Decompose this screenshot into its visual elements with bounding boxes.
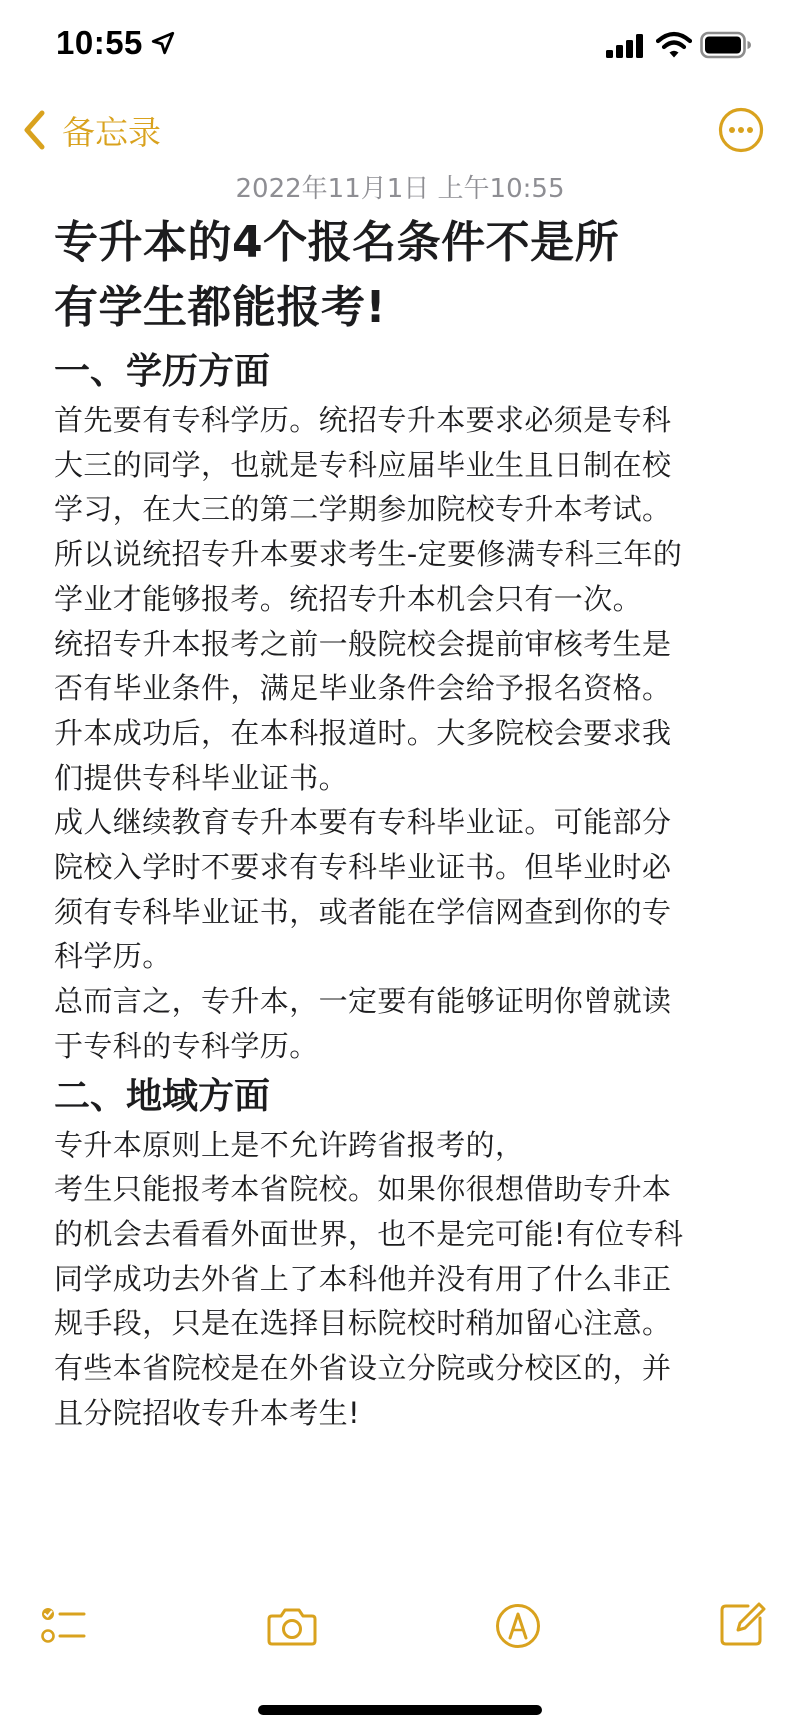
battery-icon <box>700 30 752 60</box>
text-line: 学习，在大三的第二学期参加院校专升本考试。 <box>54 492 672 527</box>
location-arrow-icon <box>150 30 176 56</box>
text-line: 同学成功去外省上了本科他并没有用了什么非正 <box>54 1261 672 1296</box>
status-time: 10:55 <box>56 24 143 61</box>
compose-button[interactable] <box>718 1600 766 1648</box>
text-line: 总而言之，专升本，一定要有能够证明你曾就读 <box>54 984 672 1019</box>
section-heading-education: 一、学历方面 <box>54 351 271 392</box>
section-heading-region: 二、地域方面 <box>54 1075 271 1117</box>
note-title-line: 有学生都能报考! <box>54 282 387 333</box>
cellular-signal-icon <box>606 34 646 58</box>
checklist-button[interactable] <box>40 1602 88 1650</box>
wifi-icon <box>656 31 692 59</box>
text-line: 首先要有专科学历。统招专升本要求必须是专科 <box>54 403 672 437</box>
text-line: 院校入学时不要求有专科毕业证书。但毕业时必 <box>54 850 672 885</box>
text-line: 专升本原则上是不允许跨省报考的， <box>54 1127 525 1162</box>
text-line: 所以说统招专升本要求考生-定要修满专科三年的 <box>54 537 683 572</box>
camera-button[interactable] <box>266 1602 318 1650</box>
text-line: 统招专升本报考之前一般院校会提前审核考生是 <box>54 626 672 661</box>
checklist-icon <box>42 1608 84 1642</box>
note-title-line: 专升本的4个报名条件不是所 <box>54 217 620 268</box>
bottom-toolbar <box>0 1590 800 1660</box>
chevron-left-icon <box>20 108 50 152</box>
text-line: 升本成功后，在本科报道时。大多院校会要求我 <box>54 715 672 750</box>
markup-pen-icon <box>498 1606 539 1647</box>
text-line: 大三的同学，也就是专科应届毕业生且日制在校 <box>54 447 672 482</box>
compose-icon <box>722 1604 764 1644</box>
text-line: 科学历。 <box>54 939 172 974</box>
back-button[interactable] <box>20 100 161 160</box>
section-body-region <box>54 1123 754 1436</box>
more-options-button[interactable] <box>718 107 764 153</box>
note-body[interactable] <box>54 210 754 1435</box>
text-line: 否有毕业条件，满足毕业条件会给予报名资格。 <box>54 671 672 706</box>
text-line: 考生只能报考本省院校。如果你很想借助专升本 <box>54 1172 672 1207</box>
text-line: 且分院招收专升本考生! <box>54 1395 361 1430</box>
text-line: 的机会去看看外面世界，也不是完可能!有位专科 <box>54 1216 684 1251</box>
section-body-education <box>54 398 754 1069</box>
status-bar <box>0 0 800 92</box>
markup-button[interactable] <box>494 1602 542 1650</box>
ellipsis-circle-icon <box>721 110 762 151</box>
text-line: 规手段，只是在选择目标院校时稍加留心注意。 <box>54 1306 672 1341</box>
note-date: 2022年11月1日 上午10:55 <box>235 174 565 204</box>
text-line: 们提供专科毕业证书。 <box>54 760 349 795</box>
text-line: 须有专科毕业证书，或者能在学信网查到你的专 <box>54 894 672 929</box>
note-title <box>54 210 754 340</box>
text-line: 成人继续教育专升本要有专科毕业证。可能部分 <box>54 805 672 840</box>
back-button-label: 备忘录 <box>62 112 161 152</box>
camera-icon <box>269 1610 315 1644</box>
text-line: 于专科的专科学历。 <box>54 1028 319 1063</box>
text-line: 学业才能够报考。统招专升本机会只有一次。 <box>54 581 643 616</box>
text-line: 有些本省院校是在外省设立分院或分校区的，并 <box>54 1351 672 1386</box>
home-indicator[interactable] <box>258 1705 542 1715</box>
